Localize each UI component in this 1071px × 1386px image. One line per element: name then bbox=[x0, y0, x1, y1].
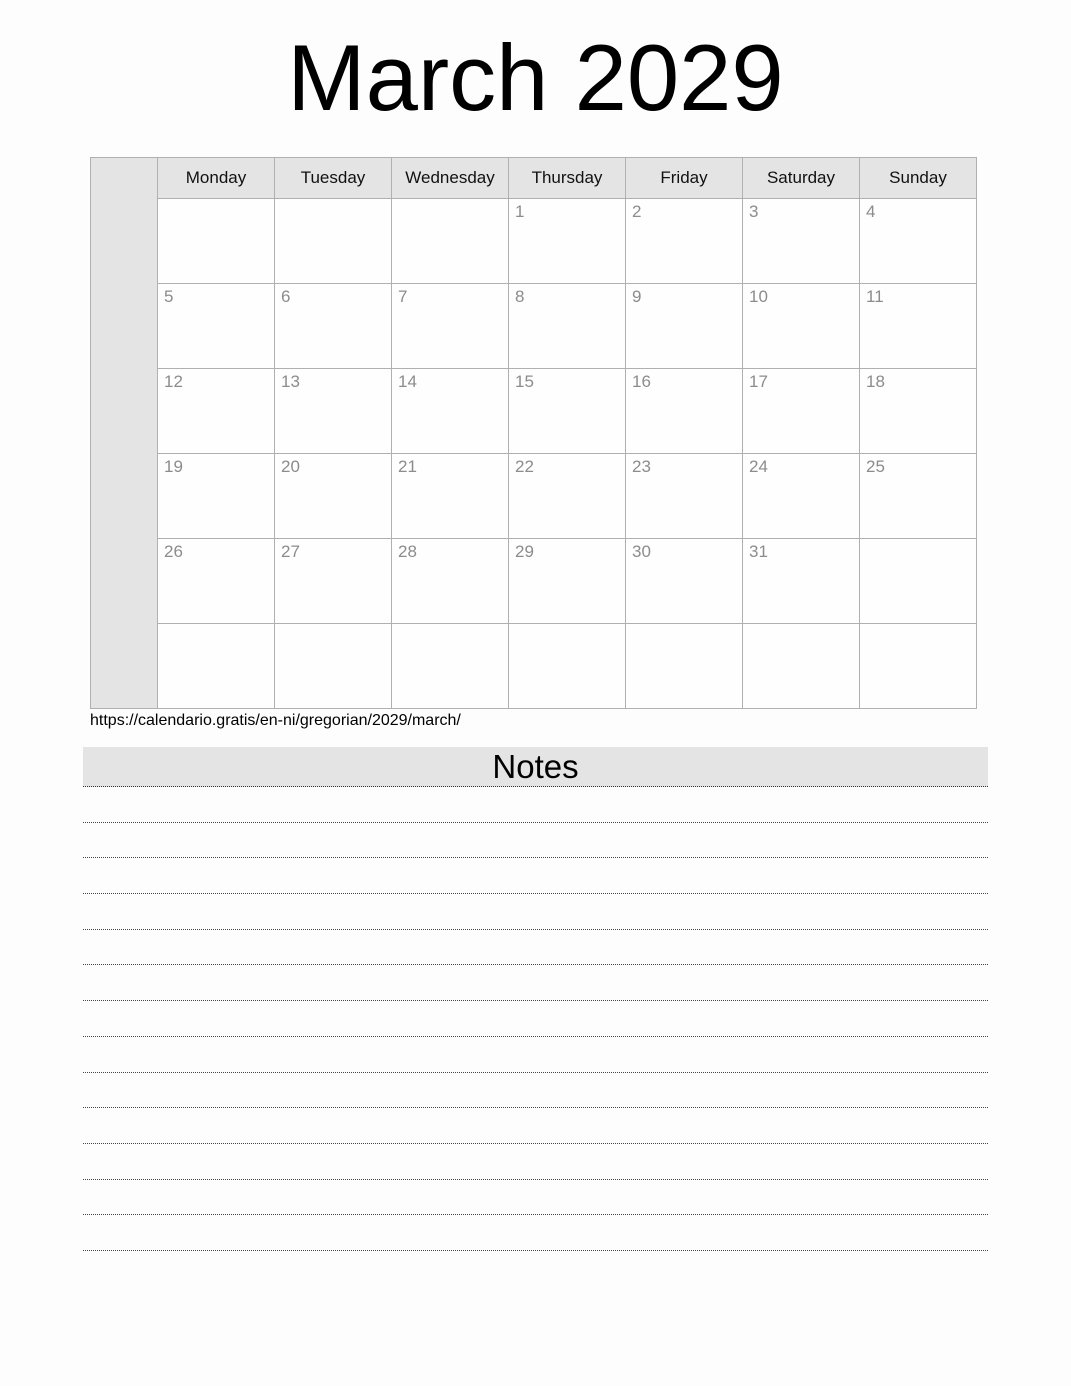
week-row bbox=[91, 284, 977, 369]
day-cell: 28 bbox=[392, 539, 509, 624]
week-row bbox=[91, 454, 977, 539]
week-row bbox=[91, 369, 977, 454]
day-cell: 9 bbox=[626, 284, 743, 369]
day-cell: 6 bbox=[275, 284, 392, 369]
day-cell: 12 bbox=[158, 369, 275, 454]
day-cell bbox=[509, 624, 626, 709]
notes-line bbox=[83, 965, 988, 1001]
weekday-header-row bbox=[91, 158, 977, 199]
notes-line bbox=[83, 787, 988, 823]
day-cell: 7 bbox=[392, 284, 509, 369]
day-cell: 5 bbox=[158, 284, 275, 369]
notes-line bbox=[83, 1073, 988, 1109]
notes-header-bar bbox=[83, 747, 988, 787]
day-cell: 17 bbox=[743, 369, 860, 454]
day-cell: 21 bbox=[392, 454, 509, 539]
week-row bbox=[91, 199, 977, 284]
notes-line bbox=[83, 1108, 988, 1144]
notes-line bbox=[83, 858, 988, 894]
notes-line bbox=[83, 930, 988, 966]
week-row-empty bbox=[91, 624, 977, 709]
day-cell bbox=[158, 199, 275, 284]
day-cell: 20 bbox=[275, 454, 392, 539]
day-cell bbox=[860, 539, 977, 624]
day-cell: 14 bbox=[392, 369, 509, 454]
day-cell: 18 bbox=[860, 369, 977, 454]
notes-line bbox=[83, 1001, 988, 1037]
day-header-monday: Monday bbox=[158, 158, 275, 199]
notes-line bbox=[83, 1144, 988, 1180]
day-header-thursday: Thursday bbox=[509, 158, 626, 199]
day-cell: 22 bbox=[509, 454, 626, 539]
day-cell: 29 bbox=[509, 539, 626, 624]
notes-line bbox=[83, 894, 988, 930]
day-cell: 16 bbox=[626, 369, 743, 454]
day-cell bbox=[860, 624, 977, 709]
day-header-saturday: Saturday bbox=[743, 158, 860, 199]
day-cell bbox=[743, 624, 860, 709]
week-row bbox=[91, 539, 977, 624]
calendar-table bbox=[90, 157, 977, 709]
day-cell: 25 bbox=[860, 454, 977, 539]
week-number-column bbox=[91, 158, 158, 709]
day-cell: 13 bbox=[275, 369, 392, 454]
notes-line bbox=[83, 823, 988, 859]
day-cell: 15 bbox=[509, 369, 626, 454]
day-cell bbox=[392, 624, 509, 709]
day-cell: 3 bbox=[743, 199, 860, 284]
day-cell: 23 bbox=[626, 454, 743, 539]
day-header-sunday: Sunday bbox=[860, 158, 977, 199]
day-cell: 11 bbox=[860, 284, 977, 369]
day-cell: 8 bbox=[509, 284, 626, 369]
day-cell: 1 bbox=[509, 199, 626, 284]
day-cell bbox=[158, 624, 275, 709]
day-cell bbox=[626, 624, 743, 709]
page-title: March 2029 bbox=[287, 25, 784, 130]
day-cell bbox=[275, 199, 392, 284]
notes-ruled-lines bbox=[83, 787, 988, 1251]
day-cell bbox=[275, 624, 392, 709]
notes-line bbox=[83, 1215, 988, 1251]
day-cell bbox=[392, 199, 509, 284]
day-cell: 2 bbox=[626, 199, 743, 284]
day-cell: 24 bbox=[743, 454, 860, 539]
notes-line bbox=[83, 1180, 988, 1216]
source-url-text: https://calendario.gratis/en-ni/gregorian/2029/march/ bbox=[90, 712, 461, 729]
day-header-wednesday: Wednesday bbox=[392, 158, 509, 199]
day-cell: 19 bbox=[158, 454, 275, 539]
notes-line bbox=[83, 1037, 988, 1073]
day-header-tuesday: Tuesday bbox=[275, 158, 392, 199]
day-cell: 31 bbox=[743, 539, 860, 624]
day-cell: 30 bbox=[626, 539, 743, 624]
day-cell: 4 bbox=[860, 199, 977, 284]
day-cell: 26 bbox=[158, 539, 275, 624]
day-header-friday: Friday bbox=[626, 158, 743, 199]
day-cell: 10 bbox=[743, 284, 860, 369]
notes-title: Notes bbox=[492, 748, 579, 785]
day-cell: 27 bbox=[275, 539, 392, 624]
